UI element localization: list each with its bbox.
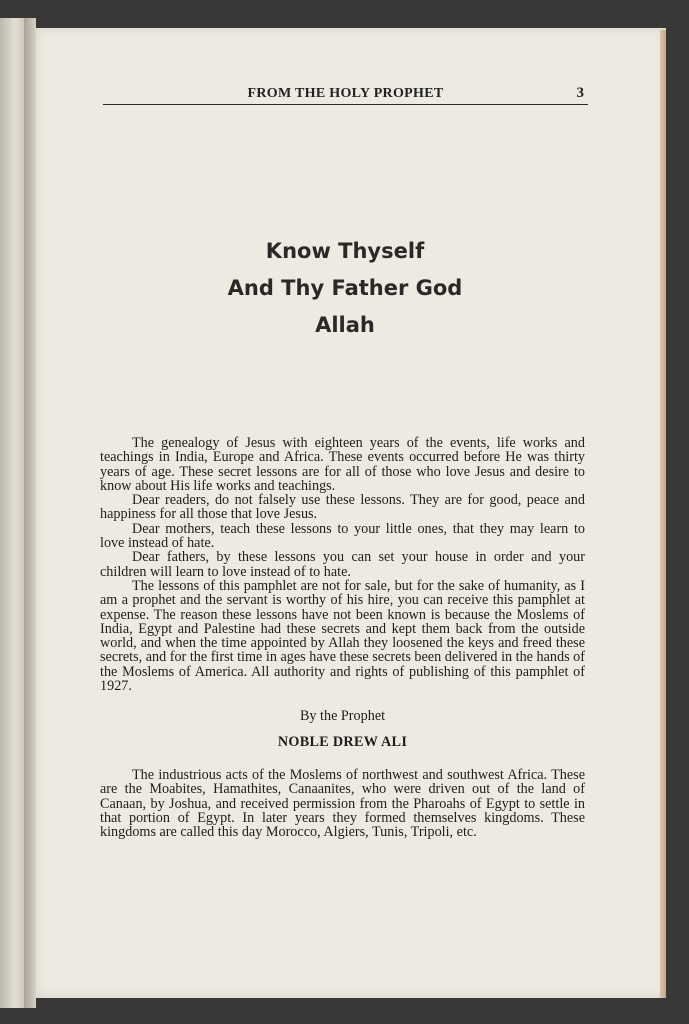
paragraph: The lessons of this pamphlet are not for sale, but for the sake of humanity, as I am a prophet and the servant is worthy of his hire, you can receive this pamphlet at expense. The reason these lessons have not been known is because the Moslems of India, Egypt and Palestine had these secrets and kept them back from the outside world, and when the time appointed by Allah they loosened the keys and freed these secrets, and for the first time in ages have these secrets been delivered in the hands of the Moslems of America. All authority and rights of publishing of this pamphlet of 1927.: [100, 577, 585, 695]
paragraph: The industrious acts of the Moslems of northwest and southwest Africa. These are the Moabites, Hamathites, Canaanites, who were driven out of the land of Canaan, by Joshua, and received permission from the Pharoahs of Egypt to settle in that portion of Egypt. In later years they formed themselves kingdoms. These kingdoms are called this day Morocco, Algiers, Tunis, Tripoli, etc.: [100, 766, 585, 841]
title-line-1: Know Thyself: [265, 239, 425, 263]
body-text: [100, 436, 585, 839]
title-line-3: Allah: [315, 313, 375, 337]
chapter-title: [150, 233, 540, 344]
book-gutter: [24, 18, 36, 1008]
page-fore-edge: [660, 30, 666, 998]
page-number: 3: [576, 85, 584, 101]
author-name: NOBLE DREW ALI: [277, 733, 408, 750]
left-page-edge: [0, 18, 25, 1008]
byline: By the Prophet: [299, 708, 386, 725]
running-header: [103, 84, 588, 105]
paragraph: Dear readers, do not falsely use these lessons. They are for good, peace and happiness for all those that love Jesus.: [100, 492, 585, 523]
title-line-2: And Thy Father God: [227, 276, 463, 300]
paragraph: The genealogy of Jesus with eighteen years of the events, life works and teachings in India, Europe and Africa. These events occurred before He was thirty years of age. These secret lessons are for all of those who love Jesus and desire to know about His life works and teachings.: [100, 435, 585, 494]
running-title: FROM THE HOLY PROPHET: [247, 86, 444, 101]
paragraph: Dear fathers, by these lessons you can set your house in order and your children will learn to love instead of to hate.: [100, 549, 585, 580]
paragraph: Dear mothers, teach these lessons to your little ones, that they may learn to love instead of hate.: [100, 520, 585, 552]
